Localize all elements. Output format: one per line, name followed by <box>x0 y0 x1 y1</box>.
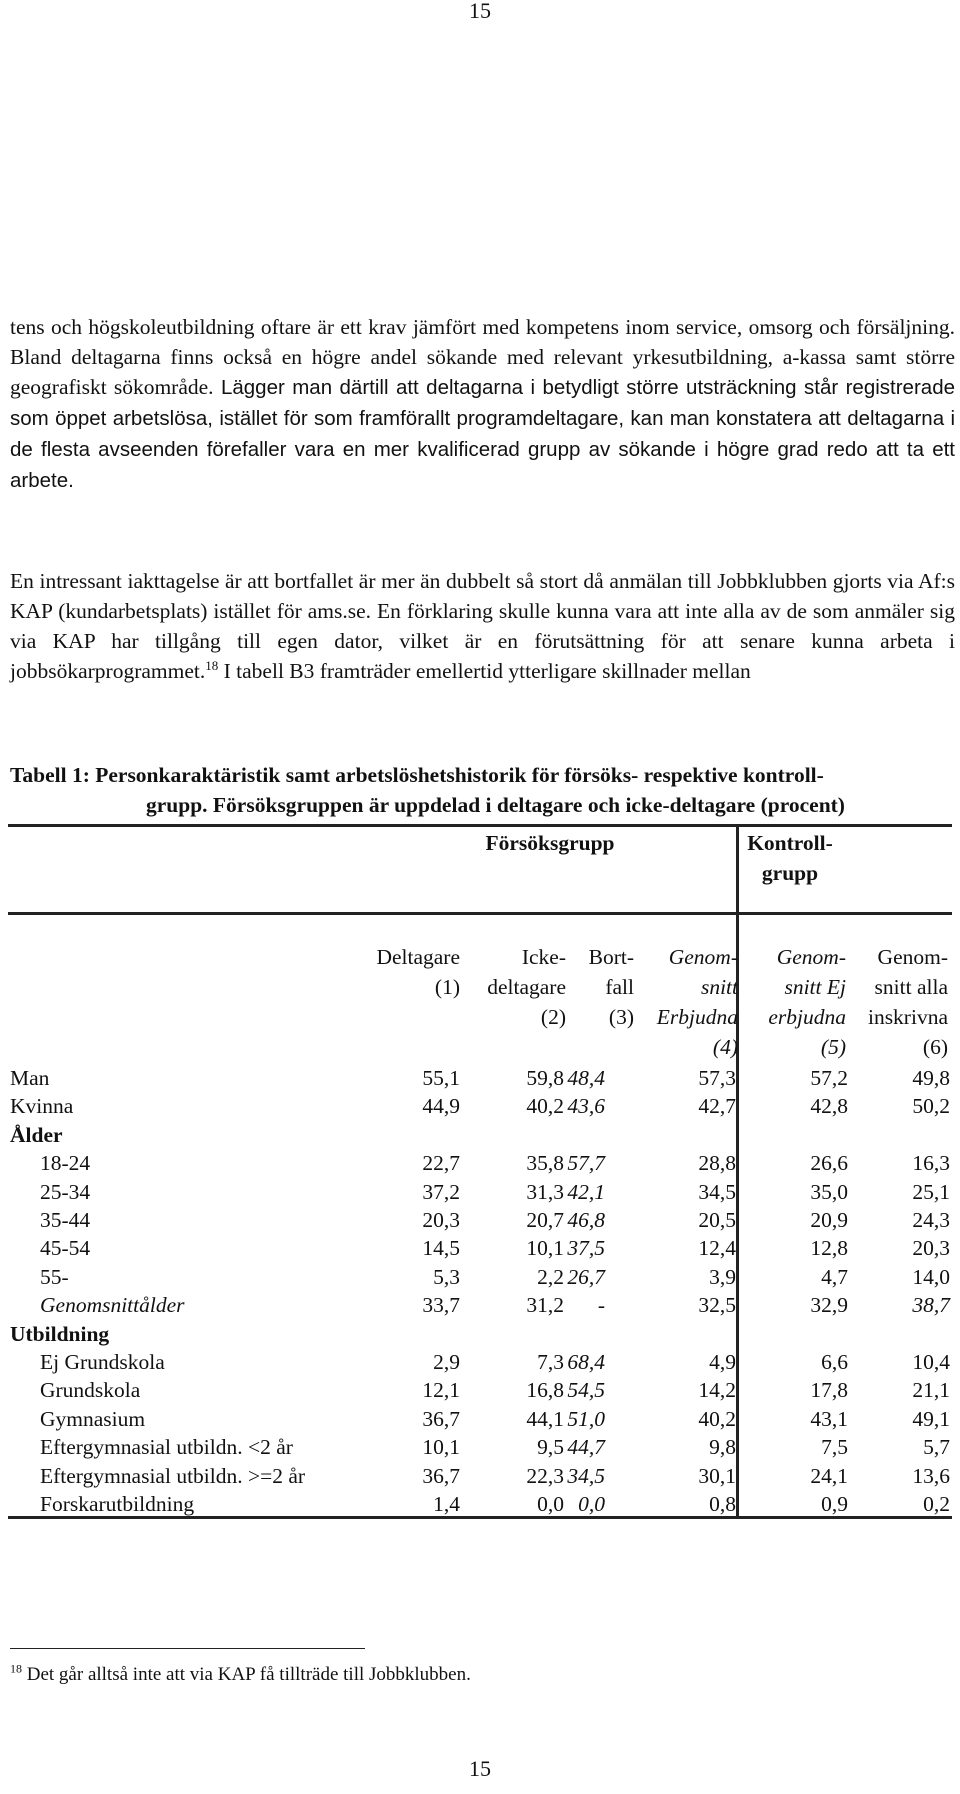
cell-col-3: - <box>597 1293 605 1318</box>
cell-col-4: 4,9 <box>709 1350 736 1374</box>
table-row <box>0 1062 960 1094</box>
cell-col-6: 10,4 <box>912 1350 950 1374</box>
cell-col-1: 36,7 <box>422 1463 460 1488</box>
cell-col-5: 42,8 <box>810 1094 848 1119</box>
cell-col-5: 4,7 <box>821 1264 848 1289</box>
cell-col-3: 46,8 <box>567 1208 605 1232</box>
cell-col-5: 57,2 <box>810 1066 848 1090</box>
cell-col-2: 20,7 <box>526 1208 564 1232</box>
row-label: Utbildning <box>10 1321 110 1346</box>
cell-col-4: 0,8 <box>709 1492 736 1516</box>
cell-col-6: 21,1 <box>912 1378 950 1403</box>
cell-col-2: 35,8 <box>526 1151 564 1176</box>
footnote-text: Det går alltså inte att via KAP få tillträde till Jobbklubben. <box>22 1664 471 1685</box>
cell-col-1: 5,3 <box>433 1264 460 1289</box>
cell-col-6: 25,1 <box>912 1179 950 1204</box>
cell-col-5: 35,0 <box>810 1179 848 1204</box>
cell-col-4: 9,8 <box>709 1435 736 1460</box>
table-row <box>0 1318 960 1350</box>
cell-col-2: 40,2 <box>526 1094 564 1119</box>
paragraph-2-text: En intressant iakttagelse är att bortfallet är mer än dubbelt så stort då anmälan till Jobbklubben gjorts via Af:s KAP (kundarbetsplats) istället för ams.se. En förklaring skulle kunna vara att inte alla av de som anmäler sig via KAP har tillgång till egen dator, vilket är en förutsättning för att senare kunna arbeta i jobbsökarprogrammet. <box>10 569 955 683</box>
table-caption-line-1: Tabell 1: Personkaraktäristik samt arbetslöshetshistorik för försöks- respektive kontroll- <box>10 763 824 787</box>
cell-col-1: 36,7 <box>422 1406 460 1431</box>
row-label: Eftergymnasial utbildn. >=2 år <box>40 1463 306 1488</box>
cell-col-1: 20,3 <box>422 1208 460 1232</box>
cell-col-5: 0,9 <box>821 1492 848 1516</box>
page-number-bottom: 15 <box>469 1756 491 1781</box>
paragraph-1-text-a: tens och högskoleutbildning oftare är ett krav jämfört med kompetens inom service, omsorg och försäljning. Bland deltagarna finns också en högre andel sökande med relevant yrkesutbildning, a-kassa samt större geografiskt sökområde. <box>10 315 955 399</box>
cell-col-2: 9,5 <box>537 1435 564 1460</box>
cell-col-6: 49,8 <box>912 1066 950 1090</box>
cell-col-2: 31,3 <box>526 1179 564 1204</box>
cell-col-3: 43,6 <box>567 1094 605 1119</box>
table-row <box>0 1119 960 1151</box>
cell-col-5: 32,9 <box>810 1293 848 1318</box>
cell-col-4: 42,7 <box>698 1094 736 1119</box>
cell-col-1: 14,5 <box>422 1236 460 1261</box>
cell-col-5: 24,1 <box>810 1463 848 1488</box>
cell-col-4: 12,4 <box>698 1236 736 1261</box>
cell-col-1: 22,7 <box>422 1151 460 1176</box>
column-header-5: Genom- snitt Ej erbjudna (5) <box>768 945 846 1059</box>
cell-col-6: 24,3 <box>912 1208 950 1232</box>
table-row <box>0 1374 960 1406</box>
table-row <box>0 1431 960 1463</box>
footnote-number: 18 <box>10 1661 22 1676</box>
body-paragraph-2 <box>10 566 955 686</box>
table-row <box>0 1090 960 1122</box>
table-row <box>0 1289 960 1321</box>
cell-col-6: 13,6 <box>912 1463 950 1488</box>
cell-col-3: 51,0 <box>567 1406 605 1431</box>
cell-col-2: 59,8 <box>526 1066 564 1090</box>
row-label: Kvinna <box>10 1094 74 1119</box>
cell-col-1: 37,2 <box>422 1179 460 1204</box>
cell-col-4: 57,3 <box>698 1066 736 1090</box>
cell-col-6: 0,2 <box>923 1492 950 1516</box>
column-header-4: Genom- snitt Erbjudna (4) <box>656 945 738 1059</box>
cell-col-1: 55,1 <box>422 1066 460 1090</box>
footnote <box>10 1662 471 1688</box>
cell-col-3: 44,7 <box>567 1435 605 1460</box>
cell-col-5: 43,1 <box>810 1406 848 1431</box>
table-row <box>0 1460 960 1492</box>
cell-col-6: 20,3 <box>912 1236 950 1261</box>
table-row <box>0 1176 960 1208</box>
paragraph-2-text-after: I tabell B3 framträder emellertid ytterligare skillnader mellan <box>218 659 751 683</box>
cell-col-1: 12,1 <box>422 1378 460 1403</box>
body-paragraph-1 <box>10 312 955 496</box>
cell-col-1: 2,9 <box>433 1350 460 1374</box>
group-header-test: Försöksgrupp <box>485 831 615 855</box>
cell-col-4: 30,1 <box>698 1463 736 1488</box>
cell-col-2: 0,0 <box>537 1492 564 1516</box>
cell-col-2: 22,3 <box>526 1463 564 1488</box>
cell-col-2: 44,1 <box>526 1406 564 1431</box>
row-label: Grundskola <box>40 1378 141 1403</box>
column-header-1: Deltagare (1) <box>376 945 460 999</box>
cell-col-3: 34,5 <box>567 1463 605 1488</box>
cell-col-5: 6,6 <box>821 1350 848 1374</box>
row-label: 55- <box>40 1264 69 1289</box>
cell-col-6: 16,3 <box>912 1151 950 1176</box>
table-row <box>0 1488 960 1520</box>
cell-col-3: 0,0 <box>578 1492 605 1516</box>
table-row <box>0 1403 960 1435</box>
row-label: Genomsnittålder <box>40 1293 185 1318</box>
table-caption-line-2: grupp. Försöksgruppen är uppdelad i deltagare och icke-deltagare (procent) <box>146 793 845 817</box>
row-label: Ålder <box>10 1122 63 1147</box>
row-label: Forskarutbildning <box>40 1492 195 1516</box>
table-row <box>0 1232 960 1264</box>
cell-col-4: 40,2 <box>698 1406 736 1431</box>
cell-col-2: 16,8 <box>526 1378 564 1403</box>
cell-col-4: 3,9 <box>709 1264 736 1289</box>
group-header-control: Kontroll- grupp <box>747 831 833 885</box>
cell-col-3: 42,1 <box>567 1179 605 1204</box>
cell-col-5: 7,5 <box>821 1435 848 1460</box>
cell-col-6: 5,7 <box>923 1435 950 1460</box>
cell-col-4: 20,5 <box>698 1208 736 1232</box>
cell-col-4: 14,2 <box>698 1378 736 1403</box>
table-row <box>0 1261 960 1293</box>
row-label: Eftergymnasial utbildn. <2 år <box>40 1435 293 1460</box>
cell-col-6: 50,2 <box>912 1094 950 1119</box>
cell-col-3: 57,7 <box>567 1151 605 1176</box>
cell-col-5: 20,9 <box>810 1208 848 1232</box>
cell-col-3: 37,5 <box>567 1236 605 1261</box>
cell-col-3: 54,5 <box>567 1378 605 1403</box>
cell-col-4: 34,5 <box>698 1179 736 1204</box>
column-header-2: Icke- deltagare (2) <box>487 945 566 1029</box>
table-top-rule <box>8 824 952 827</box>
cell-col-1: 33,7 <box>422 1293 460 1318</box>
cell-col-2: 31,2 <box>526 1293 564 1318</box>
cell-col-4: 28,8 <box>698 1151 736 1176</box>
paragraph-1-text-b: Lägger man därtill att deltagarna i betydligt större utsträckning står registrerade som öppet arbetslösa, istället för som framförallt programdeltagare, kan man konstatera att deltagarna i de flesta avseenden förefaller vara en mer kvalificerad grupp av sökande i högre grad redo att ta ett arbete. <box>10 376 955 492</box>
table-group-rule <box>8 912 952 915</box>
cell-col-2: 2,2 <box>537 1264 564 1289</box>
row-label: 25-34 <box>40 1179 91 1204</box>
cell-col-5: 17,8 <box>810 1378 848 1403</box>
cell-col-2: 7,3 <box>537 1350 564 1374</box>
page-number-top: 15 <box>469 0 491 23</box>
cell-col-6: 38,7 <box>912 1293 950 1318</box>
row-label: 18-24 <box>40 1151 91 1176</box>
cell-col-1: 10,1 <box>422 1435 460 1460</box>
table-row <box>0 1346 960 1378</box>
row-label: Ej Grundskola <box>40 1350 165 1374</box>
cell-col-1: 44,9 <box>422 1094 460 1119</box>
column-header-6: Genom- snitt alla inskrivna (6) <box>867 945 948 1059</box>
row-label: 35-44 <box>40 1208 91 1232</box>
cell-col-3: 48,4 <box>567 1066 605 1090</box>
footnote-reference: 18 <box>205 657 219 673</box>
cell-col-2: 10,1 <box>526 1236 564 1261</box>
cell-col-6: 14,0 <box>912 1264 950 1289</box>
cell-col-5: 12,8 <box>810 1236 848 1261</box>
cell-col-3: 26,7 <box>567 1264 605 1289</box>
column-header-3: Bort- fall (3) <box>588 945 634 1029</box>
row-label: Gymnasium <box>40 1406 146 1431</box>
cell-col-1: 1,4 <box>433 1492 460 1516</box>
table-row <box>0 1204 960 1236</box>
cell-col-6: 49,1 <box>912 1406 950 1431</box>
table-row <box>0 1147 960 1179</box>
cell-col-3: 68,4 <box>567 1350 605 1374</box>
row-label: 45-54 <box>40 1236 91 1261</box>
cell-col-5: 26,6 <box>810 1151 848 1176</box>
row-label: Man <box>10 1066 50 1090</box>
footnote-separator <box>10 1648 365 1649</box>
cell-col-4: 32,5 <box>698 1293 736 1318</box>
